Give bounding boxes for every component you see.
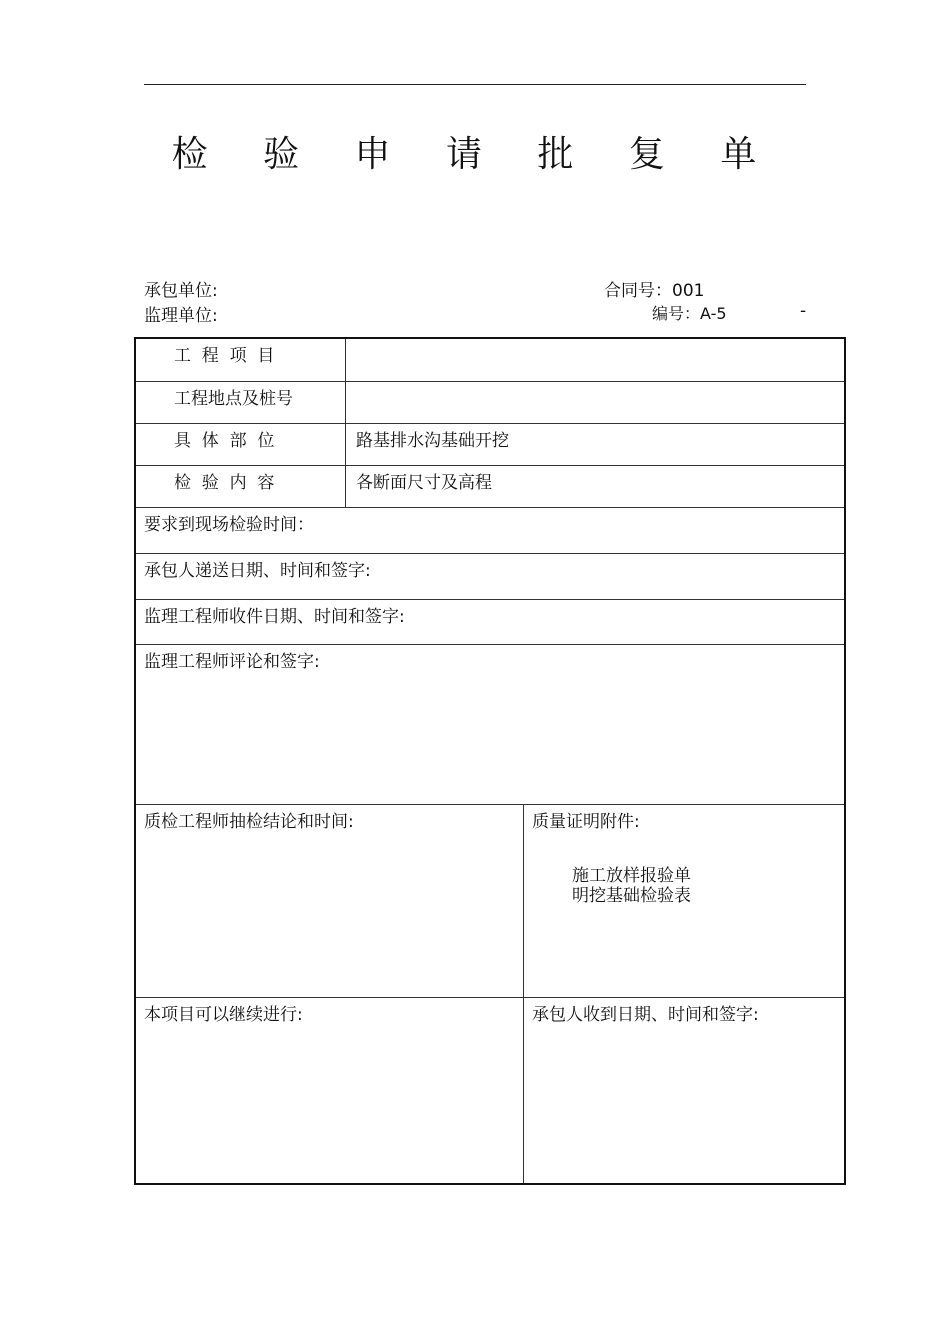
submit-label: 承包人递送日期、时间和签字: (144, 561, 371, 581)
content-label: 检 验 内 容 (174, 473, 275, 493)
part-value: 路基排水沟基础开挖 (356, 431, 509, 451)
row-submit (136, 554, 844, 600)
contract-number: 合同号：001 (604, 281, 705, 301)
part-label-cell (136, 424, 346, 465)
contractor-receipt-cell (524, 998, 844, 1183)
onsite-time-label: 要求到现场检验时间： (144, 515, 314, 535)
supervisor-label: 监理单位: (144, 306, 218, 326)
row-project (136, 339, 844, 382)
row-continue (136, 998, 844, 1183)
project-label-cell (136, 339, 346, 381)
row-comment (136, 645, 844, 805)
attachment-item: 明挖基础检验表 (572, 886, 691, 906)
contractor-label: 承包单位: (144, 281, 218, 301)
qc-conclusion-label: 质检工程师抽检结论和时间: (144, 812, 354, 832)
row-receive (136, 600, 844, 645)
qc-cell (136, 805, 524, 997)
attachments-label: 质量证明附件: (532, 812, 640, 832)
serial-number: 编号：A-5 (652, 304, 727, 323)
continue-cell (136, 998, 524, 1183)
inspection-form (134, 337, 846, 1185)
attachment-item: 施工放样报验单 (572, 866, 691, 886)
attachments-cell (524, 805, 844, 997)
location-label-cell (136, 382, 346, 423)
project-label: 工 程 项 目 (174, 346, 275, 366)
location-label: 工程地点及桩号 (174, 389, 293, 409)
contractor-receipt-label: 承包人收到日期、时间和签字: (532, 1005, 759, 1025)
page-title: 检 验 申 请 批 复 单 (171, 134, 779, 175)
serial-dash: - (800, 301, 807, 321)
content-label-cell (136, 466, 346, 507)
comment-label: 监理工程师评论和签字: (144, 652, 320, 672)
row-part (136, 424, 844, 466)
part-label: 具 体 部 位 (174, 431, 275, 451)
row-qc (136, 805, 844, 998)
row-content (136, 466, 844, 508)
top-rule (144, 84, 806, 85)
continue-label: 本项目可以继续进行: (144, 1005, 303, 1025)
receive-label: 监理工程师收件日期、时间和签字: (144, 607, 405, 627)
content-value: 各断面尺寸及高程 (356, 473, 492, 493)
row-onsite-time (136, 508, 844, 554)
row-location (136, 382, 844, 424)
